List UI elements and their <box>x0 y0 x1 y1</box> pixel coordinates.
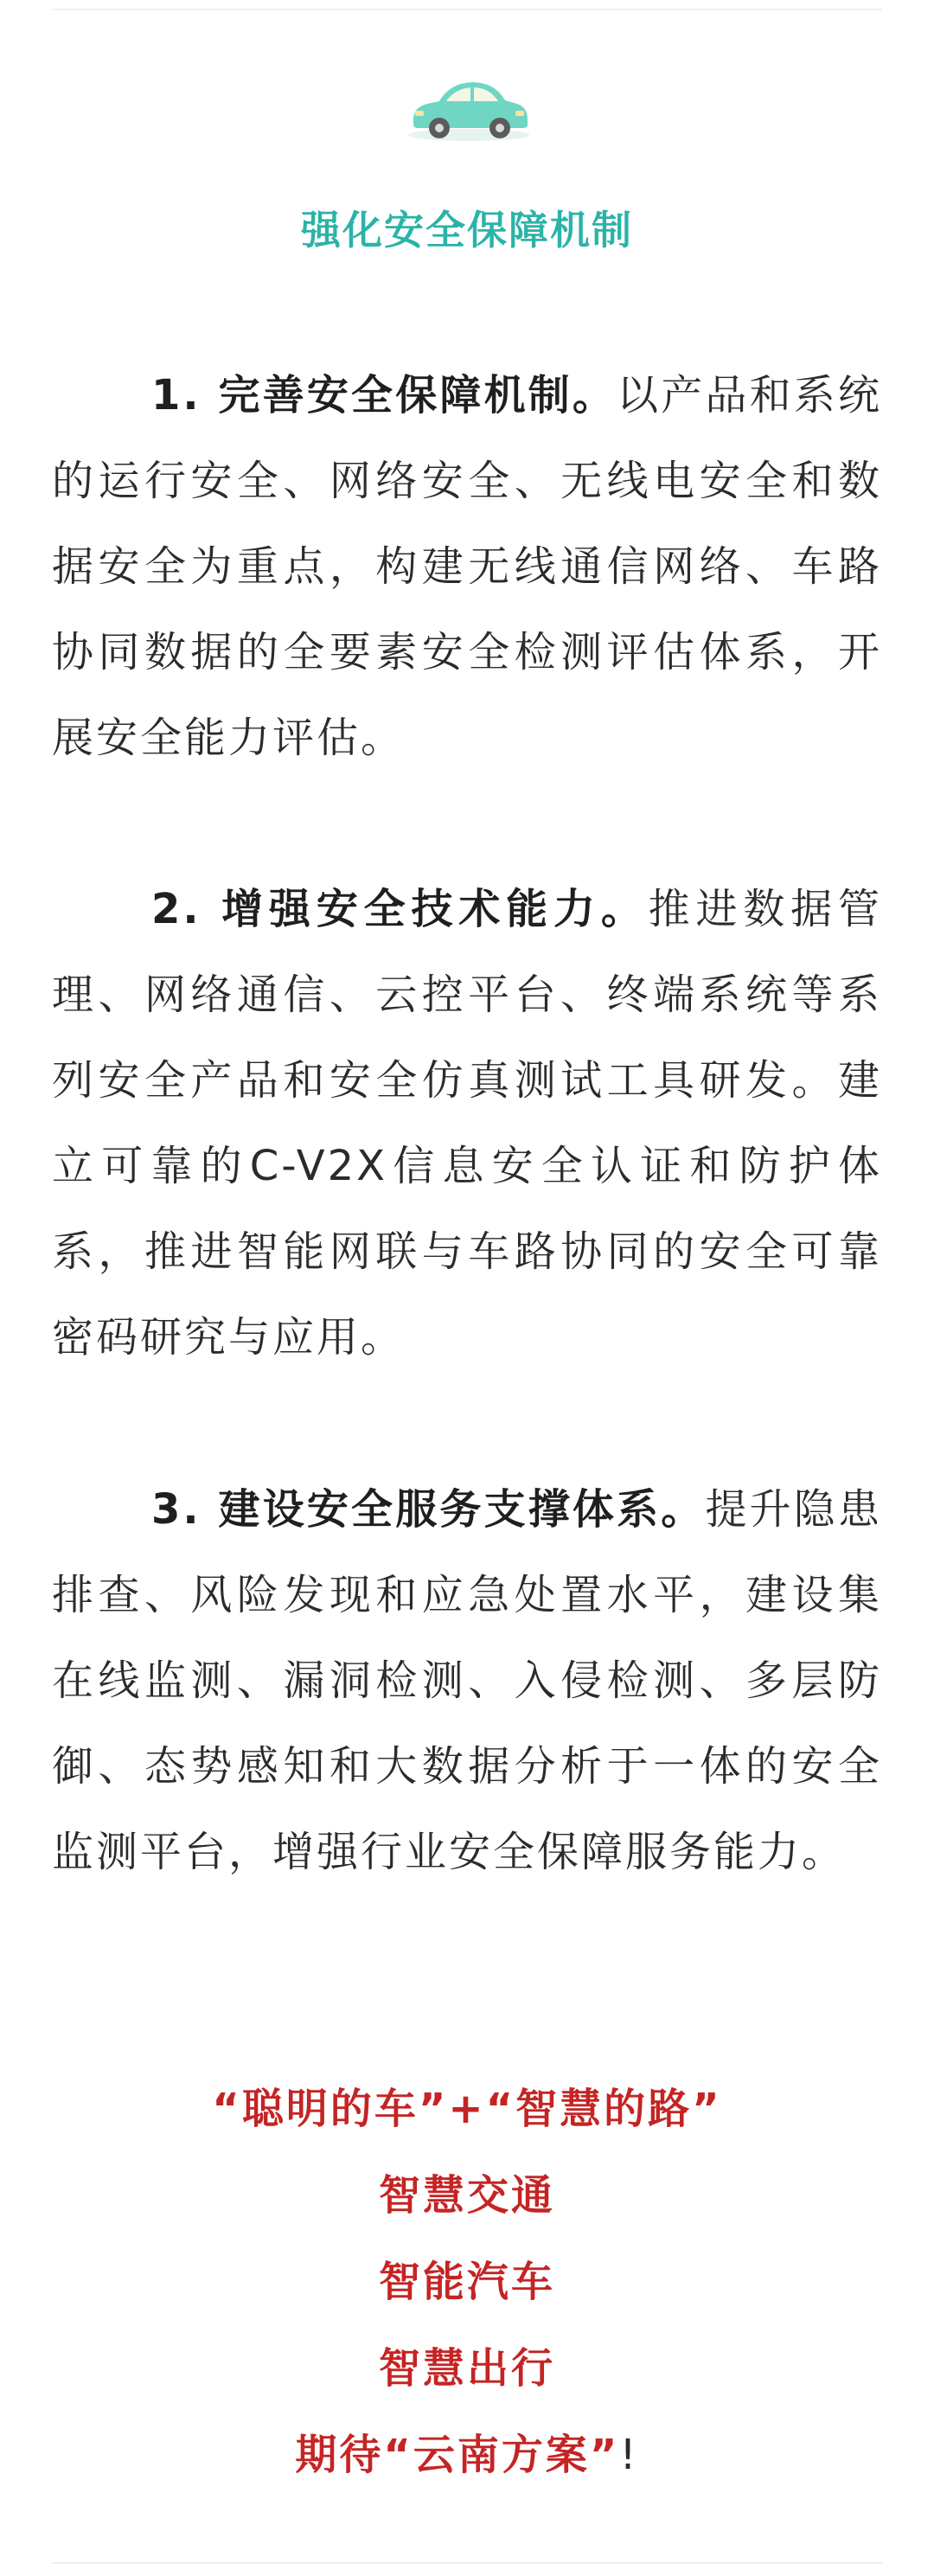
slogan-line-5 <box>0 2412 934 2498</box>
paragraph-2 <box>52 867 882 1381</box>
paragraph-2-body: 推进数据管理、网络通信、云控平台、终端系统等系列安全产品和安全仿真测试工具研发。建立可靠的C-V2X信息安全认证和防护体系，推进智能网联与车路协同的安全可靠密码研究与应用。 <box>52 885 882 1362</box>
car-icon <box>405 74 533 144</box>
slogan-line-4: 智慧出行 <box>378 2344 555 2393</box>
slogan-line-5-tail: ! <box>619 2431 639 2479</box>
paragraph-1 <box>52 353 882 781</box>
slogan-line-3: 智能汽车 <box>378 2258 555 2306</box>
paragraph-3-lead: 3. 建设安全服务支撑体系。 <box>151 1485 706 1534</box>
paragraph-2-lead: 2. 增强安全技术能力。 <box>151 885 649 933</box>
top-divider <box>52 9 882 10</box>
bottom-divider <box>52 2562 882 2564</box>
paragraph-3-body: 提升隐患排查、风险发现和应急处置水平，建设集在线监测、漏洞检测、入侵检测、多层防御、态势感知和大数据分析于一体的安全监测平台，增强行业安全保障服务能力。 <box>52 1485 882 1876</box>
slogan-line-5-text: 期待“云南方案” <box>295 2431 620 2479</box>
closing-slogans <box>0 2066 934 2498</box>
paragraph-1-body: 以产品和系统的运行安全、网络安全、无线电安全和数据安全为重点，构建无线通信网络、车路协同数据的全要素安全检测评估体系，开展安全能力评估。 <box>52 371 882 762</box>
paragraph-3 <box>52 1467 882 1895</box>
slogan-line-2: 智慧交通 <box>378 2171 555 2220</box>
section-title: 强化安全保障机制 <box>301 207 633 253</box>
paragraph-1-lead: 1. 完善安全保障机制。 <box>151 371 617 420</box>
slogan-line-1: “聪明的车”+“智慧的路” <box>212 2085 722 2133</box>
